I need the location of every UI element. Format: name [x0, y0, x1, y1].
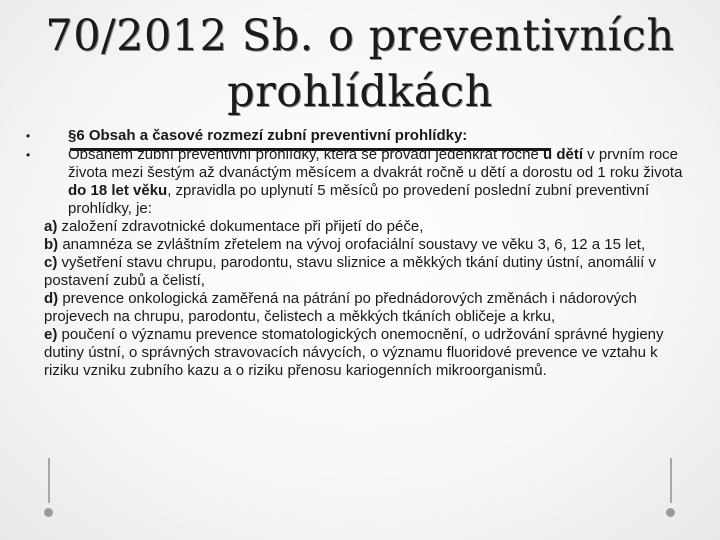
decor-dot-left: [44, 508, 53, 517]
intro-text-e: , zpravidla po uplynutí 5 měsíců po provedení poslední zubní preventivní prohlídky, je:: [68, 182, 650, 217]
slide-body: [26, 127, 684, 380]
intro-text-c: v prvním roce života mezi šestým až dvanáctým měsícem a dvakrát ročně u dětí a dorostu od 1 roku života: [68, 146, 683, 181]
decor-dot-right: [666, 508, 675, 517]
intro-text-a: Obsahem zubní preventivní prohlídky, která se provádí jedenkrát ročně: [68, 146, 543, 163]
item-text: prevence onkologická zaměřená na pátrání po přednádorových změnách i nádorových projevech na chrupu, parodontu, čelistech a měkkých tkáních obličeje a krku,: [44, 290, 637, 325]
title-line-1: 70/2012 Sb. o preventivních: [45, 11, 675, 61]
list-item-b: [44, 236, 684, 254]
list-item-a: [44, 218, 684, 236]
title-line-2: prohlídkách: [227, 67, 493, 117]
decor-line-right: [670, 458, 672, 503]
bullet-intro: [26, 146, 684, 218]
intro-text-b: u dětí: [542, 146, 583, 163]
list-item-d: [44, 290, 684, 326]
section-heading: §6 Obsah a časové rozmezí zubní preventivní prohlídky:: [68, 127, 468, 144]
list-item-e: [44, 326, 684, 380]
item-text: anamnéza se zvláštním zřetelem na vývoj orofaciální soustavy ve věku 3, 6, 12 a 15 let,: [58, 236, 646, 253]
list-item-c: [44, 254, 684, 290]
intro-text-d: do 18 let věku: [68, 182, 168, 199]
item-letter: b): [44, 236, 59, 253]
decor-line-left: [48, 458, 50, 503]
item-text: založení zdravotnické dokumentace při přijetí do péče,: [57, 218, 424, 235]
item-letter: a): [44, 218, 58, 235]
item-letter: e): [44, 326, 58, 343]
item-text: vyšetření stavu chrupu, parodontu, stavu sliznice a měkkých tkání dutiny ústní, anomálií v postavení zubů a čelistí,: [44, 254, 656, 289]
bullet-dot-icon: •: [26, 148, 31, 162]
bullet-heading: [26, 127, 684, 145]
item-letter: c): [44, 254, 58, 271]
bullet-dot-icon: •: [26, 129, 31, 143]
item-letter: d): [44, 290, 59, 307]
slide-title: [40, 8, 680, 120]
item-text: poučení o významu prevence stomatologických onemocnění, o udržování správné hygieny dutiny ústní, o správných stravovacích návycích, o významu fluoridové prevence ve vztahu k riziku vzniku zubního kazu a o riziku přenosu kariogenních mikroorganismů.: [44, 326, 664, 379]
